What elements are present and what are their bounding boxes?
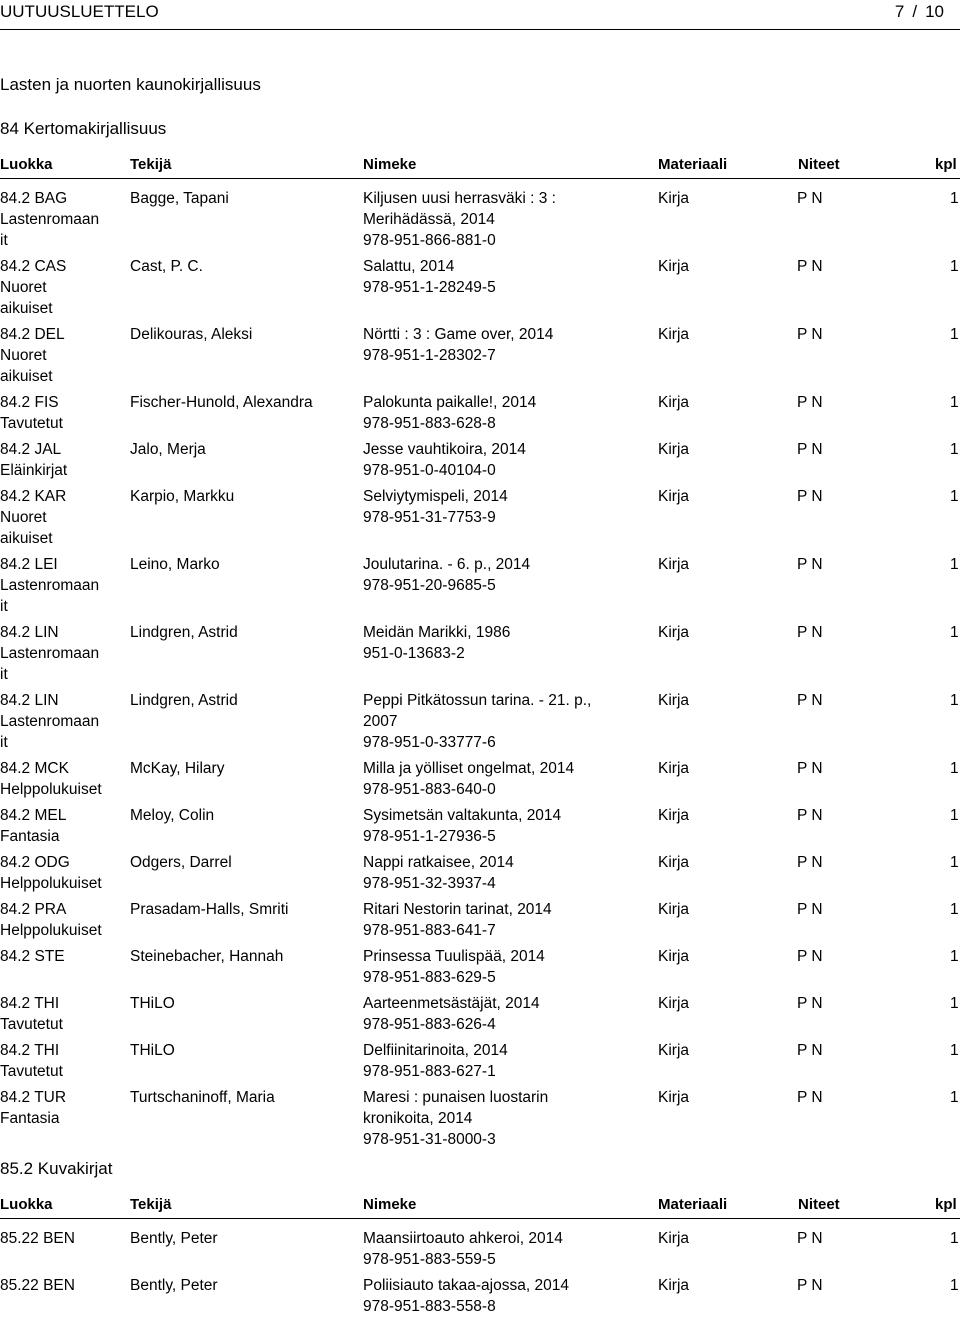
cell-materiaali: Kirja	[658, 948, 690, 965]
cell-tekija: Leino, Marko	[130, 556, 220, 573]
cell-nimeke-line: Meidän Marikki, 1986	[363, 624, 511, 641]
cell-nimeke	[363, 993, 623, 1035]
cell-niteet: P N	[797, 854, 823, 871]
cell-tekija: Prasadam-Halls, Smriti	[130, 901, 289, 918]
cell-kpl: 1	[950, 394, 959, 411]
cell-nimeke-line: 978-951-883-558-8	[363, 1298, 496, 1315]
table-row	[0, 486, 960, 554]
cell-luokka-line: 84.2 LIN	[0, 624, 59, 641]
col-nimeke: Nimeke	[363, 1196, 417, 1213]
cell-luokka	[0, 852, 125, 894]
cell-luokka-line: 84.2 LIN	[0, 692, 59, 709]
col-luokka: Luokka	[0, 1196, 53, 1213]
cell-niteet: P N	[797, 995, 823, 1012]
cell-materiaali: Kirja	[658, 692, 690, 709]
cell-nimeke-line: 978-951-1-27936-5	[363, 828, 496, 845]
table-row	[0, 690, 960, 758]
cell-nimeke-line: 978-951-883-640-0	[363, 781, 496, 798]
page-header	[0, 0, 960, 30]
table-row	[0, 1040, 960, 1087]
cell-niteet: P N	[797, 488, 823, 505]
cell-nimeke-line: Poliisiauto takaa-ajossa, 2014	[363, 1277, 569, 1294]
cell-nimeke-line: 978-951-883-627-1	[363, 1063, 496, 1080]
cell-niteet: P N	[797, 394, 823, 411]
cell-tekija: Odgers, Darrel	[130, 854, 232, 871]
cell-luokka	[0, 758, 125, 800]
cell-nimeke	[363, 946, 623, 988]
cell-tekija: Steinebacher, Hannah	[130, 948, 284, 965]
cell-niteet: P N	[797, 692, 823, 709]
cell-kpl: 1	[950, 1042, 959, 1059]
cell-luokka	[0, 993, 125, 1035]
cell-luokka-line: Nuoret	[0, 347, 47, 364]
cell-luokka-line: 84.2 MEL	[0, 807, 67, 824]
cell-luokka-line: Tavutetut	[0, 1063, 63, 1080]
cell-nimeke-line: Peppi Pitkätossun tarina. - 21. p.,	[363, 692, 592, 709]
cell-luokka-line: 84.2 CAS	[0, 258, 67, 275]
table-row	[0, 324, 960, 392]
table-header-rule	[0, 178, 960, 179]
cell-tekija: Karpio, Markku	[130, 488, 235, 505]
table-row	[0, 805, 960, 852]
cell-kpl: 1	[950, 760, 959, 777]
cell-nimeke	[363, 852, 623, 894]
cell-kpl: 1	[950, 556, 959, 573]
cell-luokka	[0, 690, 125, 753]
col-kpl: kpl	[935, 1196, 957, 1213]
cell-niteet: P N	[797, 1230, 823, 1247]
cell-luokka-line: aikuiset	[0, 300, 53, 317]
cell-nimeke	[363, 486, 623, 528]
table-row	[0, 188, 960, 256]
cell-luokka-line: aikuiset	[0, 368, 53, 385]
cell-materiaali: Kirja	[658, 488, 690, 505]
cell-niteet: P N	[797, 624, 823, 641]
page-total: 10	[925, 2, 944, 21]
group-heading-85: 85.2 Kuvakirjat	[0, 1159, 113, 1178]
cell-materiaali: Kirja	[658, 901, 690, 918]
cell-materiaali: Kirja	[658, 556, 690, 573]
cell-nimeke-line: Nappi ratkaisee, 2014	[363, 854, 514, 871]
cell-nimeke	[363, 758, 623, 800]
cell-nimeke-line: 978-951-31-7753-9	[363, 509, 496, 526]
cell-materiaali: Kirja	[658, 854, 690, 871]
col-niteet: Niteet	[798, 156, 840, 173]
table-header-85	[0, 1196, 960, 1226]
cell-materiaali: Kirja	[658, 1230, 690, 1247]
cell-niteet: P N	[797, 190, 823, 207]
cell-nimeke-line: Aarteenmetsästäjät, 2014	[363, 995, 540, 1012]
cell-nimeke	[363, 1228, 623, 1270]
cell-nimeke-line: 978-951-0-33777-6	[363, 734, 496, 751]
cell-tekija: Bagge, Tapani	[130, 190, 229, 207]
cell-nimeke-line: 978-951-883-641-7	[363, 922, 496, 939]
cell-nimeke-line: Selviytymispeli, 2014	[363, 488, 508, 505]
cell-luokka-line: Tavutetut	[0, 1016, 63, 1033]
cell-luokka	[0, 946, 125, 967]
cell-nimeke-line: Delfiinitarinoita, 2014	[363, 1042, 508, 1059]
cell-materiaali: Kirja	[658, 258, 690, 275]
cell-niteet: P N	[797, 258, 823, 275]
cell-kpl: 1	[950, 190, 959, 207]
cell-luokka-line: Lastenromaan	[0, 577, 100, 594]
col-materiaali: Materiaali	[658, 156, 728, 173]
cell-nimeke-line: 2007	[363, 713, 398, 730]
table-row	[0, 622, 960, 690]
cell-luokka	[0, 622, 125, 685]
cell-nimeke	[363, 1087, 623, 1150]
table-row	[0, 392, 960, 439]
cell-materiaali: Kirja	[658, 1042, 690, 1059]
cell-nimeke	[363, 1040, 623, 1082]
cell-luokka-line: Lastenromaan	[0, 645, 100, 662]
table-header-rule	[0, 1218, 960, 1219]
cell-luokka	[0, 256, 125, 319]
table-row	[0, 439, 960, 486]
cell-luokka-line: 84.2 JAL	[0, 441, 62, 458]
cell-luokka	[0, 324, 125, 387]
table-row	[0, 899, 960, 946]
cell-luokka	[0, 899, 125, 941]
cell-nimeke	[363, 256, 623, 298]
cell-luokka-line: aikuiset	[0, 530, 53, 547]
cell-tekija: McKay, Hilary	[130, 760, 225, 777]
cell-luokka-line: 84.2 FIS	[0, 394, 59, 411]
cell-kpl: 1	[950, 258, 959, 275]
cell-luokka	[0, 554, 125, 617]
cell-tekija: THiLO	[130, 1042, 175, 1059]
table-row	[0, 1228, 960, 1275]
cell-niteet: P N	[797, 441, 823, 458]
cell-nimeke	[363, 439, 623, 481]
cell-materiaali: Kirja	[658, 441, 690, 458]
cell-materiaali: Kirja	[658, 995, 690, 1012]
cell-nimeke-line: 978-951-883-626-4	[363, 1016, 496, 1033]
cell-luokka	[0, 1040, 125, 1082]
cell-nimeke-line: Maresi : punaisen luostarin	[363, 1089, 549, 1106]
cell-nimeke-line: Milla ja yölliset ongelmat, 2014	[363, 760, 575, 777]
page-current: 7	[894, 2, 905, 21]
col-kpl: kpl	[935, 156, 957, 173]
cell-niteet: P N	[797, 1277, 823, 1294]
cell-tekija: Delikouras, Aleksi	[130, 326, 253, 343]
col-tekija: Tekijä	[130, 1196, 172, 1213]
cell-kpl: 1	[950, 807, 959, 824]
cell-tekija: Lindgren, Astrid	[130, 692, 238, 709]
cell-luokka	[0, 1087, 125, 1129]
table-row	[0, 256, 960, 324]
cell-tekija: Bently, Peter	[130, 1230, 218, 1247]
cell-materiaali: Kirja	[658, 394, 690, 411]
cell-materiaali: Kirja	[658, 807, 690, 824]
cell-nimeke-line: 978-951-31-8000-3	[363, 1131, 496, 1148]
cell-nimeke	[363, 690, 623, 753]
cell-tekija: Fischer-Hunold, Alexandra	[130, 394, 313, 411]
cell-luokka	[0, 1275, 125, 1296]
cell-luokka-line: 84.2 BAG	[0, 190, 68, 207]
cell-kpl: 1	[950, 995, 959, 1012]
cell-nimeke-line: Sysimetsän valtakunta, 2014	[363, 807, 562, 824]
cell-nimeke	[363, 188, 623, 251]
table-header-84	[0, 156, 960, 186]
header-rule	[0, 29, 960, 30]
cell-luokka-line: Nuoret	[0, 509, 47, 526]
cell-nimeke-line: 978-951-1-28302-7	[363, 347, 496, 364]
cell-nimeke-line: 978-951-20-9685-5	[363, 577, 496, 594]
cell-kpl: 1	[950, 1230, 959, 1247]
cell-luokka	[0, 1228, 125, 1249]
cell-luokka-line: Helppolukuiset	[0, 922, 102, 939]
page-number	[895, 2, 944, 22]
cell-luokka-line: it	[0, 666, 8, 683]
cell-luokka	[0, 805, 125, 847]
cell-kpl: 1	[950, 326, 959, 343]
cell-kpl: 1	[950, 901, 959, 918]
cell-luokka	[0, 392, 125, 434]
col-nimeke: Nimeke	[363, 156, 417, 173]
cell-niteet: P N	[797, 807, 823, 824]
table-row	[0, 1275, 960, 1322]
cell-materiaali: Kirja	[658, 624, 690, 641]
col-niteet: Niteet	[798, 1196, 840, 1213]
cell-kpl: 1	[950, 854, 959, 871]
cell-kpl: 1	[950, 948, 959, 965]
cell-nimeke	[363, 392, 623, 434]
cell-luokka-line: 84.2 ODG	[0, 854, 70, 871]
cell-niteet: P N	[797, 556, 823, 573]
cell-luokka-line: 84.2 MCK	[0, 760, 69, 777]
cell-niteet: P N	[797, 948, 823, 965]
cell-luokka-line: Eläinkirjat	[0, 462, 68, 479]
group-heading-84: 84 Kertomakirjallisuus	[0, 119, 167, 138]
cell-nimeke	[363, 899, 623, 941]
cell-niteet: P N	[797, 760, 823, 777]
cell-nimeke-line: Kiljusen uusi herrasväki : 3 :	[363, 190, 556, 207]
cell-nimeke	[363, 554, 623, 596]
cell-luokka-line: 84.2 PRA	[0, 901, 67, 918]
cell-luokka-line: 85.22 BEN	[0, 1230, 75, 1247]
cell-materiaali: Kirja	[658, 326, 690, 343]
cell-materiaali: Kirja	[658, 190, 690, 207]
cell-niteet: P N	[797, 326, 823, 343]
cell-nimeke-line: Joulutarina. - 6. p., 2014	[363, 556, 531, 573]
cell-nimeke-line: Merihädässä, 2014	[363, 211, 495, 228]
cell-luokka-line: 84.2 STE	[0, 948, 65, 965]
cell-materiaali: Kirja	[658, 760, 690, 777]
cell-kpl: 1	[950, 441, 959, 458]
table-body-84	[0, 188, 960, 1155]
cell-materiaali: Kirja	[658, 1277, 690, 1294]
cell-nimeke	[363, 622, 623, 664]
cell-luokka-line: Fantasia	[0, 828, 60, 845]
table-row	[0, 946, 960, 993]
cell-luokka-line: 84.2 DEL	[0, 326, 65, 343]
cell-luokka-line: Tavutetut	[0, 415, 63, 432]
cell-nimeke-line: 978-951-883-628-8	[363, 415, 496, 432]
cell-luokka-line: Nuoret	[0, 279, 47, 296]
cell-luokka-line: 84.2 THI	[0, 995, 60, 1012]
cell-luokka-line: Fantasia	[0, 1110, 60, 1127]
table-row	[0, 554, 960, 622]
cell-luokka-line: it	[0, 734, 8, 751]
cell-nimeke-line: Palokunta paikalle!, 2014	[363, 394, 537, 411]
cell-luokka-line: Lastenromaan	[0, 713, 100, 730]
cell-luokka-line: Helppolukuiset	[0, 781, 102, 798]
cell-luokka-line: 84.2 LEI	[0, 556, 58, 573]
cell-nimeke-line: 978-951-1-28249-5	[363, 279, 496, 296]
cell-nimeke-line: Maansiirtoauto ahkeroi, 2014	[363, 1230, 563, 1247]
cell-luokka	[0, 439, 125, 481]
table-row	[0, 993, 960, 1040]
cell-nimeke	[363, 324, 623, 366]
cell-nimeke-line: Salattu, 2014	[363, 258, 455, 275]
col-luokka: Luokka	[0, 156, 53, 173]
document-title: UUTUUSLUETTELO	[0, 2, 159, 21]
cell-tekija: THiLO	[130, 995, 175, 1012]
cell-luokka-line: 84.2 KAR	[0, 488, 67, 505]
cell-tekija: Jalo, Merja	[130, 441, 206, 458]
cell-materiaali: Kirja	[658, 1089, 690, 1106]
cell-luokka-line: Helppolukuiset	[0, 875, 102, 892]
cell-kpl: 1	[950, 624, 959, 641]
cell-kpl: 1	[950, 1089, 959, 1106]
cell-tekija: Cast, P. C.	[130, 258, 203, 275]
cell-nimeke	[363, 1275, 623, 1317]
cell-luokka-line: it	[0, 598, 8, 615]
table-row	[0, 852, 960, 899]
cell-nimeke-line: 978-951-32-3937-4	[363, 875, 496, 892]
cell-tekija: Lindgren, Astrid	[130, 624, 238, 641]
cell-nimeke-line: 978-951-866-881-0	[363, 232, 496, 249]
col-tekija: Tekijä	[130, 156, 172, 173]
table-body-85	[0, 1228, 960, 1322]
cell-luokka-line: 85.22 BEN	[0, 1277, 75, 1294]
cell-nimeke-line: 978-951-883-559-5	[363, 1251, 496, 1268]
cell-luokka-line: 84.2 TUR	[0, 1089, 67, 1106]
table-row	[0, 758, 960, 805]
cell-nimeke-line: Jesse vauhtikoira, 2014	[363, 441, 526, 458]
page-separator: /	[912, 2, 918, 21]
cell-nimeke-line: 978-951-883-629-5	[363, 969, 496, 986]
col-materiaali: Materiaali	[658, 1196, 728, 1213]
cell-niteet: P N	[797, 1042, 823, 1059]
cell-kpl: 1	[950, 692, 959, 709]
cell-niteet: P N	[797, 901, 823, 918]
cell-nimeke	[363, 805, 623, 847]
cell-kpl: 1	[950, 488, 959, 505]
cell-nimeke-line: Prinsessa Tuulispää, 2014	[363, 948, 545, 965]
cell-luokka	[0, 486, 125, 549]
cell-nimeke-line: 978-951-0-40104-0	[363, 462, 496, 479]
cell-tekija: Turtschaninoff, Maria	[130, 1089, 275, 1106]
cell-tekija: Bently, Peter	[130, 1277, 218, 1294]
cell-nimeke-line: Ritari Nestorin tarinat, 2014	[363, 901, 552, 918]
table-row	[0, 1087, 960, 1155]
section-heading: Lasten ja nuorten kaunokirjallisuus	[0, 75, 261, 94]
cell-nimeke-line: kronikoita, 2014	[363, 1110, 473, 1127]
cell-nimeke-line: 951-0-13683-2	[363, 645, 465, 662]
cell-niteet: P N	[797, 1089, 823, 1106]
cell-kpl: 1	[950, 1277, 959, 1294]
cell-luokka-line: 84.2 THI	[0, 1042, 60, 1059]
cell-luokka-line: Lastenromaan	[0, 211, 100, 228]
cell-tekija: Meloy, Colin	[130, 807, 215, 824]
cell-nimeke-line: Nörtti : 3 : Game over, 2014	[363, 326, 554, 343]
cell-luokka-line: it	[0, 232, 8, 249]
cell-luokka	[0, 188, 125, 251]
